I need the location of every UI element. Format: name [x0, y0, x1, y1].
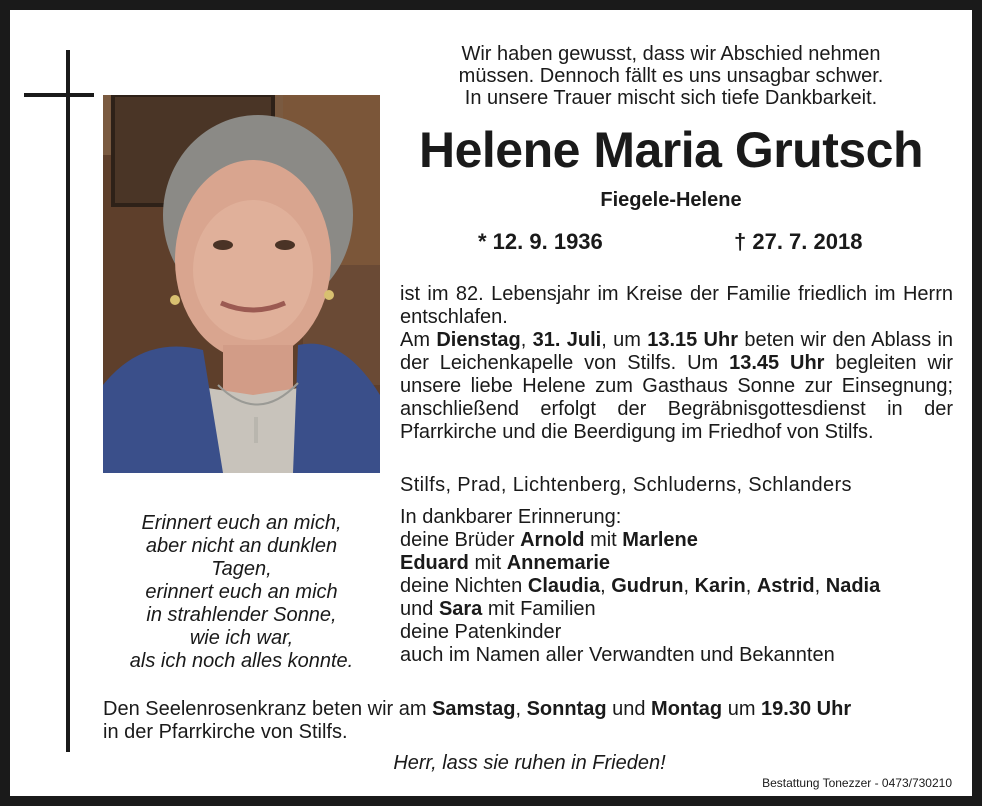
rosary-line: Den Seelenrosenkranz beten wir am Samstag, Sonntag und Montag um 19.30 Uhr [103, 698, 852, 720]
mourners-line: deine Brüder Arnold mit Marlene [400, 529, 698, 551]
poem-line: in strahlender Sonne, [146, 604, 337, 626]
obituary-card [10, 10, 972, 796]
intro-line: In unsere Trauer mischt sich tiefe Dankbarkeit. [464, 87, 878, 109]
intro-line: Wir haben gewusst, dass wir Abschied nehmen [461, 43, 881, 65]
rosary-notice [103, 698, 956, 744]
announcement-time: 13.45 Uhr [729, 352, 825, 374]
announcement-text: , [520, 329, 533, 351]
announcement-text: , um [601, 329, 648, 351]
announcement-text: Am [400, 329, 437, 351]
mourners-line: Eduard mit Annemarie [400, 552, 611, 574]
mourners-heading: In dankbarer Erinnerung: [400, 506, 622, 528]
announcement-day: Dienstag [436, 329, 521, 351]
mourners-line: deine Patenkinder [400, 621, 562, 643]
deceased-nickname: Fiegele-Helene [600, 189, 742, 211]
funeral-announcement [400, 283, 953, 444]
intro-line: müssen. Dennoch fällt es uns unsagbar schwer. [458, 65, 884, 87]
deceased-name: Helene Maria Grutsch [418, 122, 924, 178]
cross-vertical-bar [66, 50, 70, 752]
funeral-home-credit: Bestattung Tonezzer - 0473/730210 [762, 776, 952, 790]
poem-line: Erinnert euch an mich, [141, 512, 342, 534]
mourners-line: und Sara mit Familien [400, 598, 596, 620]
poem-line: erinnert euch an mich [145, 581, 338, 603]
place-list: Stilfs, Prad, Lichtenberg, Schluderns, Schlanders [400, 474, 852, 496]
poem-line: als ich noch alles konnte. [129, 650, 354, 672]
birth-date: * 12. 9. 1936 [478, 229, 603, 254]
poem-line: Tagen, [211, 558, 272, 580]
announcement-text: ist im 82. Lebensjahr im Kreise der Familie friedlich im Herrn entschlafen. [400, 283, 953, 328]
announcement-text: beten wir den Ablass in der Leichenkapelle von Stilfs. Um [400, 329, 954, 374]
poem-line: aber nicht an dunklen [145, 535, 338, 557]
cross-horizontal-bar [24, 93, 94, 97]
mourners-line: auch im Namen aller Verwandten und Bekannten [400, 644, 835, 666]
announcement-date: 31. Juli [532, 329, 602, 351]
intro-verse [390, 43, 952, 109]
announcement-text: begleiten wir unsere liebe Helene zum Gasthaus Sonne zur Einsegnung; anschließend erfolgt der Begräbnisgottesdienst in der Pfarrkirche und die Beerdigung im Friedhof von Stilfs. [400, 352, 953, 443]
closing-prayer: Herr, lass sie ruhen in Frieden! [393, 752, 666, 774]
rosary-line: in der Pfarrkirche von Stilfs. [103, 721, 348, 743]
mourners-line: deine Nichten Claudia, Gudrun, Karin, Astrid, Nadia [400, 575, 881, 597]
mourners-list [400, 506, 953, 667]
death-date: † 27. 7. 2018 [734, 229, 863, 254]
memorial-poem [103, 512, 380, 673]
portrait-photo [103, 95, 380, 473]
poem-line: wie ich war, [189, 627, 294, 649]
announcement-time: 13.15 Uhr [647, 329, 739, 351]
